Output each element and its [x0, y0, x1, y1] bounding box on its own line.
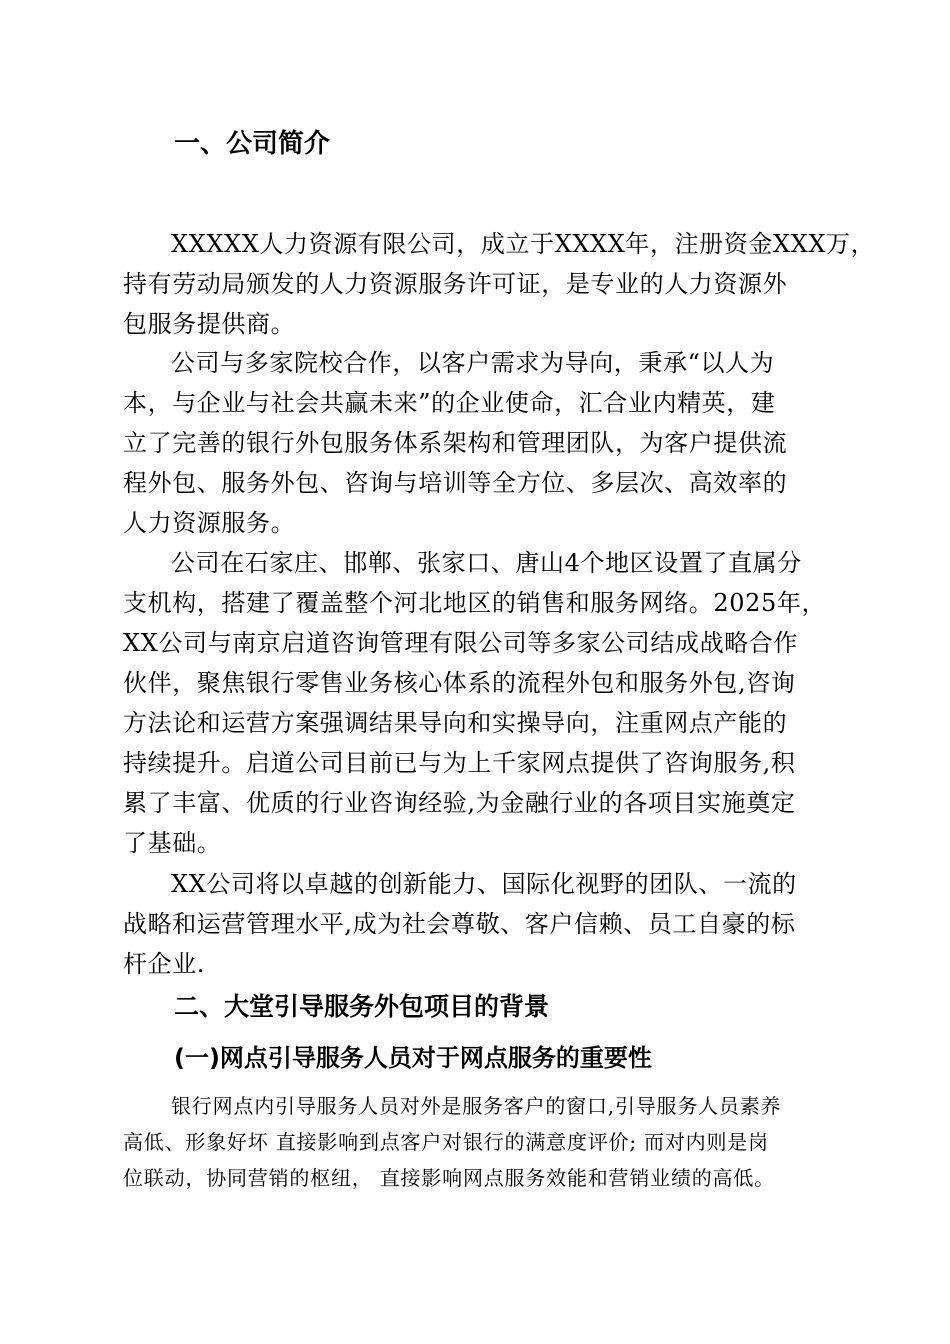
paragraph-line: 程外包、服务外包、咨询与培训等全方位、多层次、高效率的	[123, 469, 788, 497]
paragraph-line: 战略和运营管理水平,成为社会尊敬、客户信赖、员工自豪的标	[123, 910, 796, 938]
paragraph-guide-importance	[123, 1088, 781, 1196]
paragraph-line: 持有劳动局颁发的人力资源服务许可证，是专业的人力资源外	[123, 270, 788, 298]
paragraph-line: 立了完善的银行外包服务体系架构和管理团队，为客户提供流	[123, 429, 788, 457]
paragraph-company-mission	[123, 343, 787, 543]
paragraph-line: 累了丰富、优质的行业咨询经验,为金融行业的各项目实施奠定	[123, 789, 796, 817]
paragraph-line: 本，与企业与社会共赢未来”的企业使命，汇合业内精英，建	[123, 389, 776, 417]
paragraph-line: 人力资源服务。	[123, 509, 296, 537]
paragraph-line: 银行网点内引导服务人员对外是服务客户的窗口,引导服务人员素养	[171, 1094, 782, 1118]
paragraph-line: 公司在石家庄、邯郸、张家口、唐山4个地区设置了直属分	[171, 549, 802, 577]
paragraph-line: 持续提升。启道公司目前已与为上千家网点提供了咨询服务,积	[123, 749, 796, 777]
paragraph-line: 位联动，协同营销的枢纽， 直接影响网点服务效能和营销业绩的高低。	[123, 1166, 775, 1190]
paragraph-line: XX公司与南京启道咨询管理有限公司等多家公司结成战略合作	[123, 629, 798, 657]
paragraph-line: 包服务提供商。	[123, 310, 296, 338]
paragraph-line: 伙伴，聚焦银行零售业务核心体系的流程外包和服务外包,咨询	[123, 669, 796, 697]
paragraph-company-overview	[123, 224, 875, 344]
paragraph-line: 方法论和运营方案强调结果导向和实操导向，注重网点产能的	[123, 709, 788, 737]
subsection-title-importance: (一)网点引导服务人员对于网点服务的重要性	[174, 1044, 652, 1072]
section-title-background: 二、大堂引导服务外包项目的背景	[174, 992, 550, 1021]
paragraph-company-vision	[123, 864, 797, 984]
section-title-company-intro: 一、公司简介	[174, 129, 331, 159]
paragraph-line: XXXXX人力资源有限公司，成立于XXXX年，注册资金XXX万，	[171, 230, 876, 258]
paragraph-line: XX公司将以卓越的创新能力、国际化视野的团队、一流的	[171, 870, 797, 898]
paragraph-line: 支机构，搭建了覆盖整个河北地区的销售和服务网络。2025年，	[123, 589, 827, 617]
paragraph-company-network	[123, 543, 826, 863]
paragraph-line: 杆企业.	[123, 950, 206, 978]
paragraph-line: 了基础。	[123, 829, 222, 857]
paragraph-line: 公司与多家院校合作，以客户需求为导向，秉承“以人为	[171, 349, 775, 377]
paragraph-line: 高低、形象好坏 直接影响到点客户对银行的满意度评价; 而对内则是岗	[123, 1130, 769, 1154]
